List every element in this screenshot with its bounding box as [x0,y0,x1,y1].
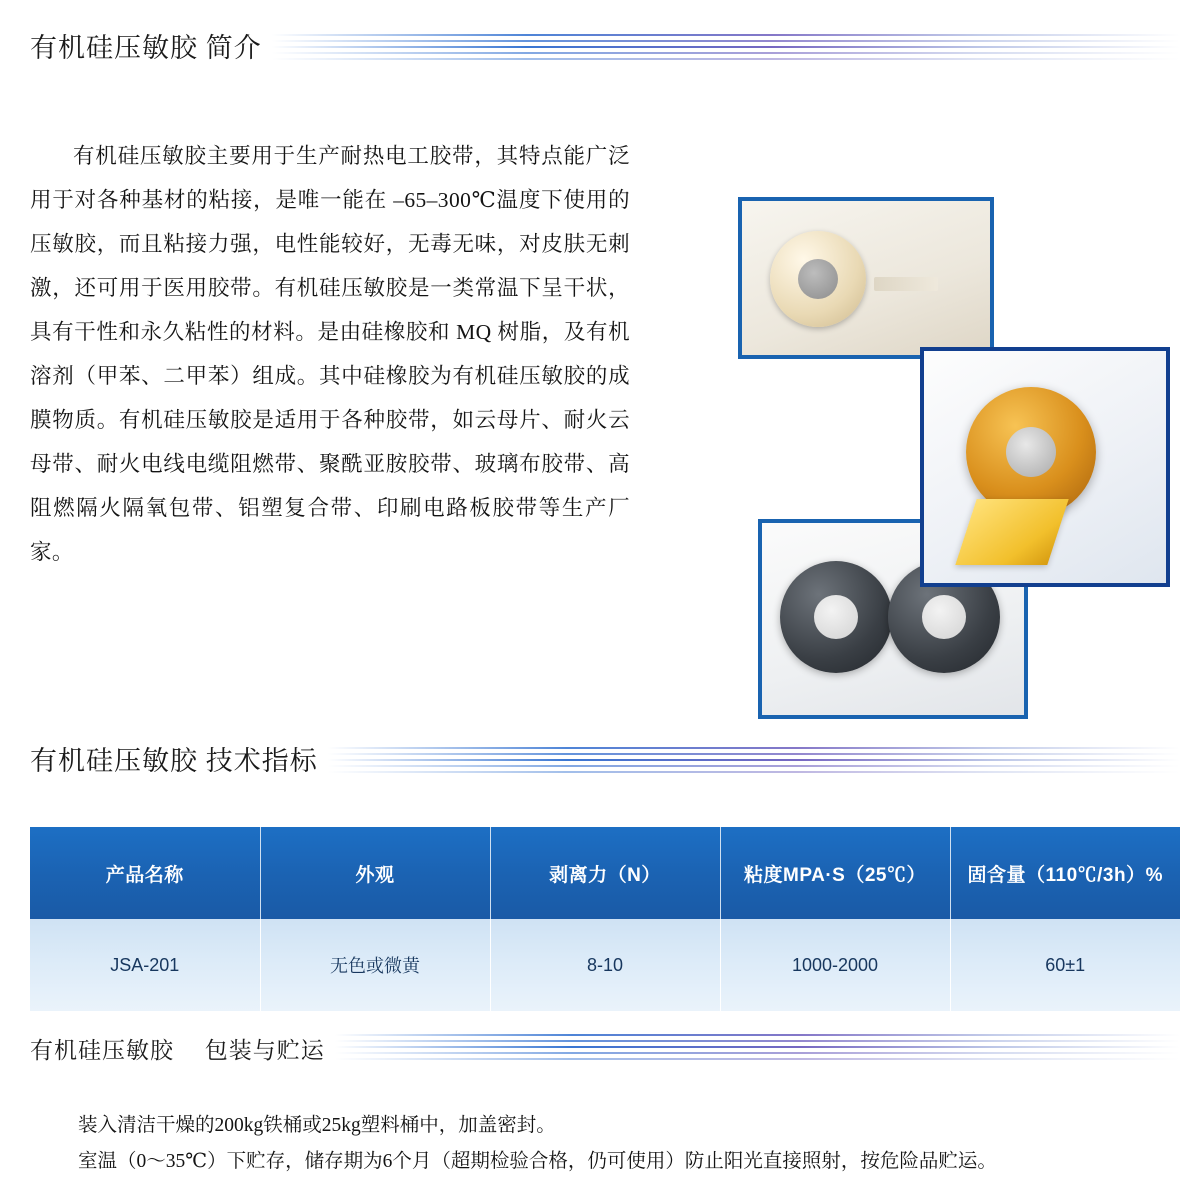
cell-appearance: 无色或微黄 [260,919,490,1011]
intro-heading-row [30,22,1180,68]
tape-label-decoration [874,277,938,291]
column-header-appearance: 外观 [260,827,490,919]
photo-collage [730,197,1170,737]
heading-stripes-decoration [272,32,1180,66]
spec-section [30,735,1180,1011]
photo-beige-electrical-tape-rolls [738,197,994,359]
heading-stripes-decoration [328,745,1180,779]
column-header-solid-content: 固含量（110℃/3h）% [950,827,1180,919]
table-header-row [30,827,1180,919]
packaging-heading-row [30,1022,1180,1068]
heading-stripes-decoration [335,1032,1180,1066]
cell-viscosity: 1000-2000 [720,919,950,1011]
spec-heading-row [30,735,1180,781]
spec-table [30,827,1180,1011]
packaging-title: 有机硅压敏胶 包装与贮运 [30,1038,325,1063]
packaging-line-1: 装入清洁干燥的200kg铁桶或25kg塑料桶中，加盖密封。 [78,1115,556,1136]
tape-roll-icon [966,387,1096,517]
cell-solid-content: 60±1 [950,919,1180,1011]
cell-peel-strength: 8-10 [490,919,720,1011]
column-header-viscosity: 粘度MPA·S（25℃） [720,827,950,919]
packaging-section [30,1022,1180,1180]
table-row [30,919,1180,1011]
packaging-text [78,1108,1180,1180]
tape-roll-icon [780,561,892,673]
column-header-product-name: 产品名称 [30,827,260,919]
intro-paragraph: 有机硅压敏胶主要用于生产耐热电工胶带，其特点能广泛用于对各种基材的粘接，是唯一能在 –65–300℃温度下使用的压敏胶，而且粘接力强，电性能较好，无毒无味，对皮肤无刺激，还可用于医用胶带。有机硅压敏胶是一类常温下呈干状，具有干性和永久粘性的材料。是由硅橡胶和 MQ 树脂，及有机溶剂（甲苯、二甲苯）组成。其中硅橡胶为有机硅压敏胶的成膜物质。有机硅压敏胶是适用于各种胶带，如云母片、耐火云母带、耐火电线电缆阻燃带、聚酰亚胺胶带、玻璃布胶带、高阻燃隔火隔氧包带、铝塑复合带、印刷电路板胶带等生产厂家。 [30,143,630,564]
cell-product-name: JSA-201 [30,919,260,1011]
spec-title: 有机硅压敏胶 技术指标 [30,746,318,776]
intro-body [30,112,1180,682]
photo-amber-polyimide-tape-roll [920,347,1170,587]
tape-roll-icon [770,231,866,327]
page-title: 有机硅压敏胶 简介 [30,33,262,63]
packaging-line-2: 室温（0～35℃）下贮存，储存期为6个月（超期检验合格，仍可使用）防止阳光直接照射，按危险品贮运。 [78,1151,997,1172]
column-header-peel-strength: 剥离力（N） [490,827,720,919]
intro-section [30,22,1180,682]
